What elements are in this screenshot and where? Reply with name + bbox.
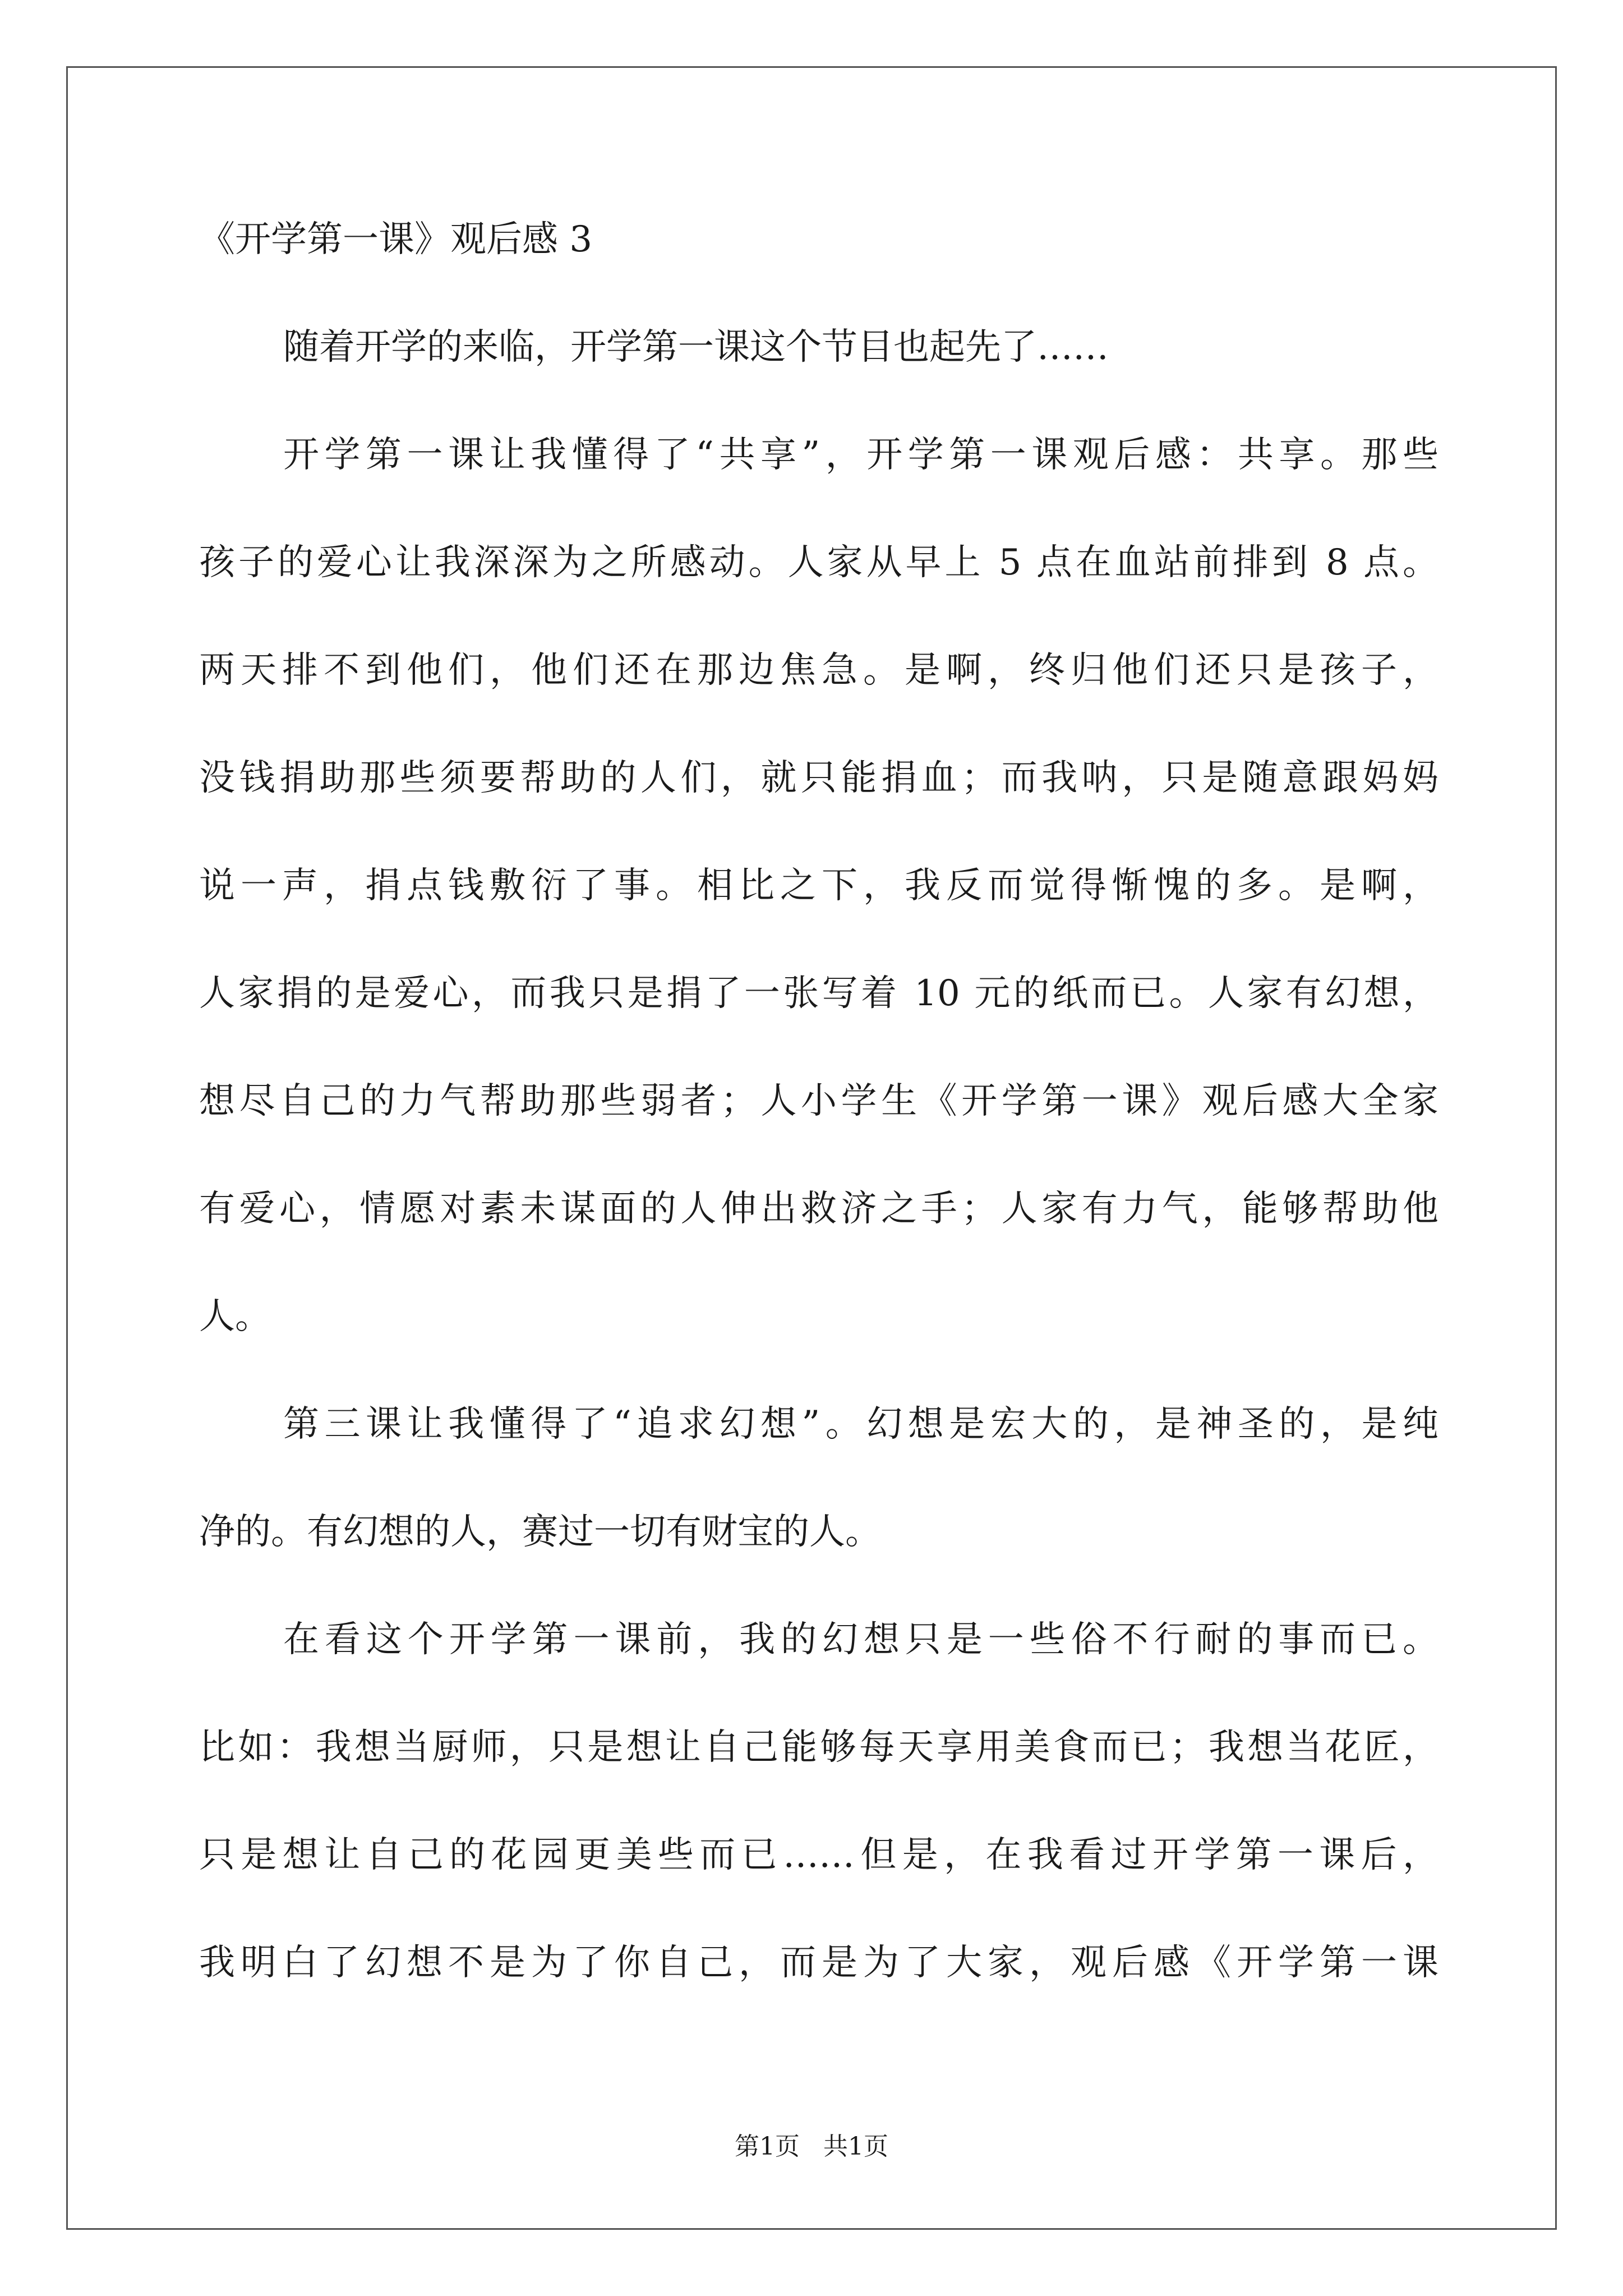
paragraph-2-line-4: 没钱捐助那些须要帮助的人们，就只能捐血；而我呐，只是随意跟妈妈	[199, 757, 1438, 799]
paragraph-2-line-9: 人。	[199, 1296, 271, 1337]
document-body	[199, 219, 1438, 2053]
paragraph-4-line-4: 我明白了幻想不是为了你自己，而是为了大家，观后感《开学第一课	[199, 1942, 1438, 1984]
paragraph-2-line-5: 说一声，捐点钱敷衍了事。相比之下，我反而觉得惭愧的多。是啊，	[199, 865, 1438, 907]
paragraph-2-line-1: 开学第一课让我懂得了“共享”，开学第一课观后感：共享。那些	[283, 434, 1438, 476]
paragraph-3-line-2: 净的。有幻想的人，赛过一切有财宝的人。	[199, 1511, 881, 1553]
paragraph-3-line-1: 第三课让我懂得了“追求幻想”。幻想是宏大的，是神圣的，是纯	[283, 1404, 1438, 1445]
paragraph-2-line-7: 想尽自己的力气帮助那些弱者；人小学生《开学第一课》观后感大全家	[199, 1080, 1438, 1122]
document-title: 《开学第一课》观后感 3	[199, 219, 593, 260]
paragraph-2-line-2: 孩子的爱心让我深深为之所感动。人家从早上 5 点在血站前排到 8 点。	[199, 542, 1438, 583]
paragraph-1-line-1: 随着开学的来临，开学第一课这个节目也起先了……	[283, 326, 1109, 368]
paragraph-2-line-3: 两天排不到他们，他们还在那边焦急。是啊，终归他们还只是孩子，	[199, 650, 1438, 691]
paragraph-4-line-3: 只是想让自己的花园更美些而已……但是，在我看过开学第一课后，	[199, 1834, 1438, 1876]
paragraph-2-line-8: 有爱心，情愿对素未谋面的人伸出救济之手；人家有力气，能够帮助他	[199, 1188, 1438, 1230]
paragraph-4-line-2: 比如：我想当厨师，只是想让自己能够每天享用美食而已；我想当花匠，	[199, 1727, 1438, 1768]
paragraph-2-line-6: 人家捐的是爱心，而我只是捐了一张写着 10 元的纸而已。人家有幻想，	[199, 973, 1438, 1014]
paragraph-4-line-1: 在看这个开学第一课前，我的幻想只是一些俗不行耐的事而已。	[283, 1619, 1438, 1660]
page-footer: 第1页 共1页	[735, 2132, 888, 2161]
